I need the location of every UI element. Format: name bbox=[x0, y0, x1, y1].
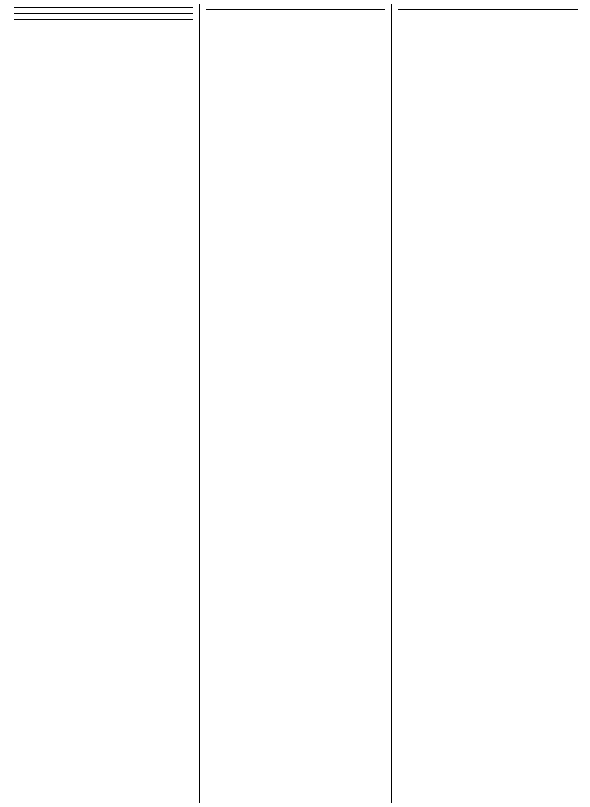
section-heading bbox=[14, 6, 193, 8]
column-middle bbox=[200, 4, 392, 803]
column-right bbox=[392, 4, 584, 803]
section-heading bbox=[398, 8, 578, 10]
column-left bbox=[8, 4, 200, 803]
section-heading bbox=[14, 12, 193, 14]
section-heading bbox=[14, 18, 193, 20]
section-heading bbox=[206, 8, 385, 10]
